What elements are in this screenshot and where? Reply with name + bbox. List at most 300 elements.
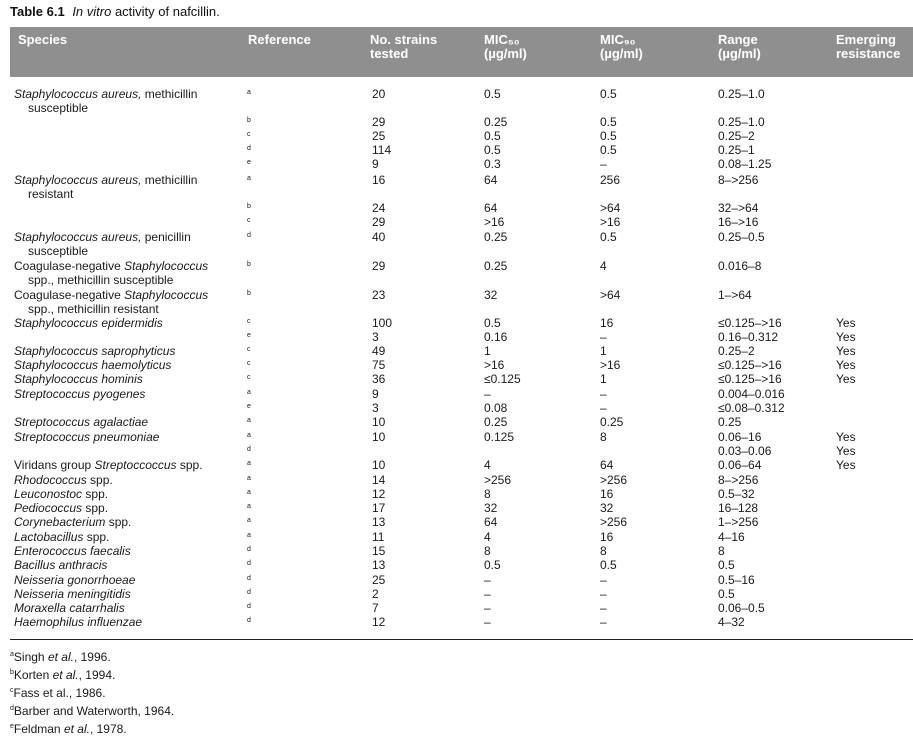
reference-mark: d [247,603,251,610]
mic50-value: 0.16 [484,330,508,344]
species-continuation: spp., methicillin susceptible [28,273,174,287]
mic50-value: 0.25 [484,115,508,129]
strains-count: 10 [372,415,386,429]
range-value: 1–>256 [718,515,759,529]
strains-count: 100 [372,316,393,330]
mic50-value: ≤0.125 [484,372,521,386]
strains-count: 16 [372,173,386,187]
species-line [14,430,159,444]
reference-mark: e [247,332,251,339]
species-cell [14,358,171,372]
species-line [14,473,113,487]
range-value: 0.06–0.5 [718,601,765,615]
header-mic90 [600,33,643,61]
mic50-value: 32 [484,501,498,515]
reference-mark: c [247,346,251,353]
species-line [14,230,191,244]
species-name: Staphylococcus haemolyticus [14,358,172,372]
species-continuation: resistant [28,187,74,201]
species-continuation: susceptible [28,244,89,258]
reference-mark: d [247,232,251,239]
species-cell [14,173,197,201]
species-name: Streptococcus pyogenes [14,387,146,401]
mic90-value: 0.5 [600,143,617,157]
mic90-value: >16 [600,215,621,229]
range-value: 8–>256 [718,473,759,487]
strains-count: 40 [372,230,386,244]
species-line [14,601,125,615]
header-strains [370,33,437,61]
range-value: 0.25–2 [718,344,755,358]
header-species: Species [18,32,68,47]
species-prefix: Viridans group [14,458,95,472]
reference-mark: d [247,446,251,453]
species-name: Leuconostoc [14,487,83,501]
range-value: 0.25 [718,415,742,429]
mic90-value: 0.5 [600,558,617,572]
species-line [14,372,143,386]
species-line [14,387,145,401]
mic50-value: – [484,587,491,601]
strains-count: 29 [372,115,386,129]
species-cell [14,487,108,501]
range-value: 0.25–0.5 [718,230,765,244]
strains-count: 12 [372,487,386,501]
species-cell [14,316,163,330]
header-range-line2: (µg/ml) [718,46,761,61]
species-name: Staphylococcus epidermidis [14,316,163,330]
mic50-value: 64 [484,173,498,187]
mic50-value: – [484,573,491,587]
reference-mark: c [247,131,251,138]
footnotes [10,647,174,737]
mic90-value: >64 [600,201,621,215]
footnote-etal: et al. [63,722,90,736]
species-name: Neisseria gonorrhoeae [14,573,136,587]
footnote-year: , 1994. [78,668,116,682]
species-cell [14,587,131,601]
reference-mark: a [247,432,251,439]
species-continuation: susceptible [28,101,89,115]
strains-count: 23 [372,288,386,302]
mic50-value: 8 [484,487,491,501]
species-name: Pediococcus [14,501,83,515]
footnote-author: Barber and Waterworth, 1964. [13,704,175,718]
emerging-resistance: Yes [836,316,856,330]
footnote-mark: a [10,651,14,658]
range-value: 0.25–2 [718,129,755,143]
species-suffix: spp. [176,458,203,472]
species-qualifier: penicillin [141,230,191,244]
range-value: 0.08–1.25 [718,157,772,171]
mic90-value: >256 [600,473,628,487]
emerging-resistance: Yes [836,372,856,386]
reference-mark: d [247,560,251,567]
range-value: 0.16–0.312 [718,330,779,344]
strains-count: 9 [372,157,379,171]
species-prefix: Coagulase-negative [14,259,125,273]
header-strains-line1: No. strains [370,32,438,47]
mic50-value: – [484,387,491,401]
strains-count: 24 [372,201,386,215]
species-suffix: spp. [86,473,113,487]
mic90-value: 256 [600,173,621,187]
mic90-value: 0.25 [600,415,624,429]
strains-count: 36 [372,372,386,386]
species-suffix: spp. [83,530,110,544]
species-name: Streptococcus agalactiae [14,415,149,429]
mic50-value: 4 [484,458,491,472]
table-bottom-rule [10,639,913,640]
strains-count: 114 [372,143,392,157]
species-suffix: spp. [82,501,109,515]
footnote-etal: et al. [47,650,74,664]
emerging-resistance: Yes [836,444,856,458]
species-line [14,573,135,587]
reference-mark: a [247,460,251,467]
species-qualifier: methicillin [141,87,198,101]
footnote-author: Fass et al., 1986. [13,686,106,700]
mic50-value: 0.25 [484,230,508,244]
mic50-value: 4 [484,530,491,544]
species-name: Staphylococcus [124,259,209,273]
mic50-value: >16 [484,215,505,229]
range-value: 0.004–0.016 [718,387,785,401]
reference-mark: a [247,175,251,182]
mic90-value: 0.5 [600,115,617,129]
mic50-value: 0.25 [484,415,508,429]
species-line [14,173,197,187]
reference-mark: a [247,389,251,396]
header-range-line1: Range [718,32,758,47]
reference-mark: e [247,159,251,166]
strains-count: 11 [372,530,385,544]
range-value: 0.25–1.0 [718,115,765,129]
species-cell [14,501,108,515]
strains-count: 13 [372,558,386,572]
strains-count: 2 [372,587,379,601]
mic50-value: 0.25 [484,259,508,273]
mic50-value: 0.5 [484,558,501,572]
species-name: Enterococcus faecalis [14,544,131,558]
mic50-value: 0.08 [484,401,508,415]
species-line [14,358,171,372]
range-value: ≤0.08–0.312 [718,401,785,415]
footnote-item [10,701,174,719]
reference-mark: e [247,403,251,410]
header-emerging-line2: resistance [836,46,901,61]
species-line [14,415,148,429]
table-label: Table 6.1 [10,4,65,19]
mic50-value: 64 [484,201,498,215]
mic50-value: 0.125 [484,430,515,444]
species-cell [14,473,113,487]
footnote-item [10,719,174,737]
mic90-value: 1 [600,372,607,386]
emerging-resistance: Yes [836,358,856,372]
range-value: 0.016–8 [718,259,762,273]
header-strains-line2: tested [370,46,409,61]
species-line [14,544,131,558]
range-value: 32–>64 [718,201,759,215]
header-mic50-line2: (µg/ml) [484,46,527,61]
header-mic90-line1: MIC₉₀ [600,32,636,47]
species-cell [14,430,159,444]
mic90-value: – [600,157,607,171]
species-name: Moraxella catarrhalis [14,601,125,615]
mic90-value: 0.5 [600,129,617,143]
range-value: 0.5–16 [718,573,755,587]
range-value: 0.5 [718,587,735,601]
reference-mark: c [247,217,251,224]
reference-mark: a [247,475,251,482]
species-line [14,587,131,601]
species-line [14,316,163,330]
header-mic90-line2: (µg/ml) [600,46,643,61]
species-prefix: Coagulase-negative [14,288,125,302]
mic90-value: – [600,573,607,587]
range-value: 4–16 [718,530,745,544]
species-cell [14,344,175,358]
strains-count: 10 [372,458,386,472]
reference-mark: a [247,489,251,496]
strains-count: 75 [372,358,386,372]
reference-mark: b [247,290,251,297]
strains-count: 10 [372,430,386,444]
species-suffix: spp. [82,487,109,501]
footnote-mark: c [10,687,14,694]
mic50-value: 32 [484,288,498,302]
strains-count: 17 [372,501,386,515]
mic90-value: 0.5 [600,87,617,101]
footnote-etal: et al. [52,668,79,682]
strains-count: 3 [372,330,379,344]
mic50-value: 0.5 [484,143,501,157]
species-cell [14,230,191,258]
mic90-value: – [600,615,607,629]
reference-mark: b [247,203,251,210]
species-cell [14,87,197,115]
strains-count: 15 [372,544,386,558]
species-line [14,501,108,515]
species-line [14,515,131,529]
mic50-value: >256 [484,473,512,487]
species-name: Bacillus anthracis [14,558,108,572]
footnote-year: , 1996. [73,650,111,664]
range-value: ≤0.125–>16 [718,316,782,330]
strains-count: 3 [372,401,379,415]
range-value: 0.03–0.06 [718,444,772,458]
species-line [14,259,208,273]
range-value: 1–>64 [718,288,752,302]
mic50-value: 0.5 [484,316,501,330]
table-caption-italic: In vitro [72,4,112,19]
range-value: 8–>256 [718,173,759,187]
species-suffix: spp. [105,515,132,529]
strains-count: 20 [372,87,386,101]
species-cell [14,372,143,386]
strains-count: 13 [372,515,386,529]
mic90-value: 0.5 [600,230,617,244]
mic50-value: – [484,615,491,629]
species-name: Staphylococcus hominis [14,372,143,386]
species-name: Staphylococcus aureus, [14,173,142,187]
emerging-resistance: Yes [836,330,856,344]
range-value: 0.06–64 [718,458,762,472]
header-mic50-line1: MIC₅₀ [484,32,520,47]
species-cell [14,259,208,287]
reference-mark: b [247,261,251,268]
mic50-value: 1 [484,344,491,358]
footnote-author: Singh [13,650,48,664]
species-cell [14,458,203,472]
mic90-value: 32 [600,501,614,515]
mic90-value: >64 [600,288,621,302]
emerging-resistance: Yes [836,430,856,444]
mic90-value: – [600,601,607,615]
species-line [14,615,142,629]
mic90-value: 8 [600,544,607,558]
mic90-value: – [600,587,607,601]
mic50-value: 0.5 [484,129,501,143]
mic50-value: 0.5 [484,87,501,101]
species-name: Neisseria meningitidis [14,587,131,601]
strains-count: 49 [372,344,386,358]
reference-mark: d [247,589,251,596]
mic50-value: 64 [484,515,498,529]
range-value: ≤0.125–>16 [718,358,782,372]
species-name: Staphylococcus [124,288,209,302]
reference-mark: d [247,546,251,553]
species-line [14,87,197,101]
species-cell [14,288,208,316]
mic90-value: – [600,387,607,401]
species-cell [14,415,148,429]
reference-mark: d [247,145,251,152]
range-value: 0.06–16 [718,430,762,444]
footnote-item [10,665,174,683]
species-qualifier: methicillin [141,173,198,187]
range-value: 0.5–32 [718,487,755,501]
species-name: Staphylococcus aureus, [14,230,142,244]
species-line [14,487,108,501]
header-reference: Reference [248,32,311,47]
header-range [718,33,761,61]
mic50-value: – [484,601,491,615]
species-line [14,530,109,544]
reference-mark: a [247,532,251,539]
mic90-value: 4 [600,259,607,273]
species-name: Staphylococcus saprophyticus [14,344,176,358]
reference-mark: b [247,117,251,124]
species-cell [14,387,145,401]
footnote-year: , 1978. [89,722,127,736]
mic50-value: 8 [484,544,491,558]
range-value: 0.25–1 [718,143,755,157]
footnote-author: Korten [13,668,53,682]
reference-mark: d [247,617,251,624]
mic90-value: 16 [600,487,614,501]
footnote-mark: e [10,723,14,730]
footnote-author: Feldman [13,722,64,736]
strains-count: 12 [372,615,386,629]
strains-count: 25 [372,129,386,143]
mic50-value: 0.3 [484,157,501,171]
mic90-value: >256 [600,515,628,529]
species-name: Lactobacillus [14,530,84,544]
species-name: Staphylococcus aureus, [14,87,142,101]
species-cell [14,544,131,558]
reference-mark: d [247,575,251,582]
range-value: 8 [718,544,725,558]
range-value: 4–32 [718,615,745,629]
reference-mark: a [247,517,251,524]
species-name: Rhodococcus [14,473,87,487]
species-line [14,344,175,358]
table-title [10,4,220,19]
species-continuation: spp., methicillin resistant [28,302,159,316]
species-cell [14,515,131,529]
footnote-item [10,647,174,665]
emerging-resistance: Yes [836,458,856,472]
table-caption-rest: activity of nafcillin. [111,4,220,19]
range-value: 16–>16 [718,215,759,229]
header-emerging [836,33,900,61]
reference-mark: a [247,89,251,96]
mic90-value: – [600,330,607,344]
footnote-item [10,683,174,701]
reference-mark: a [247,417,251,424]
species-name: Corynebacterium [14,515,106,529]
species-line [14,458,203,472]
strains-count: 14 [372,473,386,487]
range-value: 0.5 [718,558,735,572]
mic90-value: >16 [600,358,621,372]
footnote-mark: b [10,669,14,676]
table-header [10,27,913,77]
strains-count: 7 [372,601,379,615]
reference-mark: c [247,360,251,367]
header-mic50 [484,33,527,61]
reference-mark: a [247,503,251,510]
species-line [14,288,208,302]
range-value: ≤0.125–>16 [718,372,782,386]
mic50-value: >16 [484,358,505,372]
header-emerging-line1: Emerging [836,32,896,47]
strains-count: 29 [372,259,386,273]
strains-count: 25 [372,573,386,587]
species-cell [14,558,107,572]
mic90-value: 1 [600,344,607,358]
mic90-value: 64 [600,458,614,472]
strains-count: 9 [372,387,379,401]
species-cell [14,573,135,587]
footnote-mark: d [10,705,14,712]
strains-count: 29 [372,215,386,229]
reference-mark: c [247,318,251,325]
species-line [14,558,107,572]
species-cell [14,601,125,615]
range-value: 16–128 [718,501,759,515]
mic90-value: – [600,401,607,415]
species-cell [14,615,142,629]
reference-mark: c [247,374,251,381]
mic90-value: 16 [600,316,614,330]
emerging-resistance: Yes [836,344,856,358]
species-cell [14,530,109,544]
species-name: Streptococcus pneumoniae [14,430,160,444]
species-name: Streptoccoccus [94,458,177,472]
